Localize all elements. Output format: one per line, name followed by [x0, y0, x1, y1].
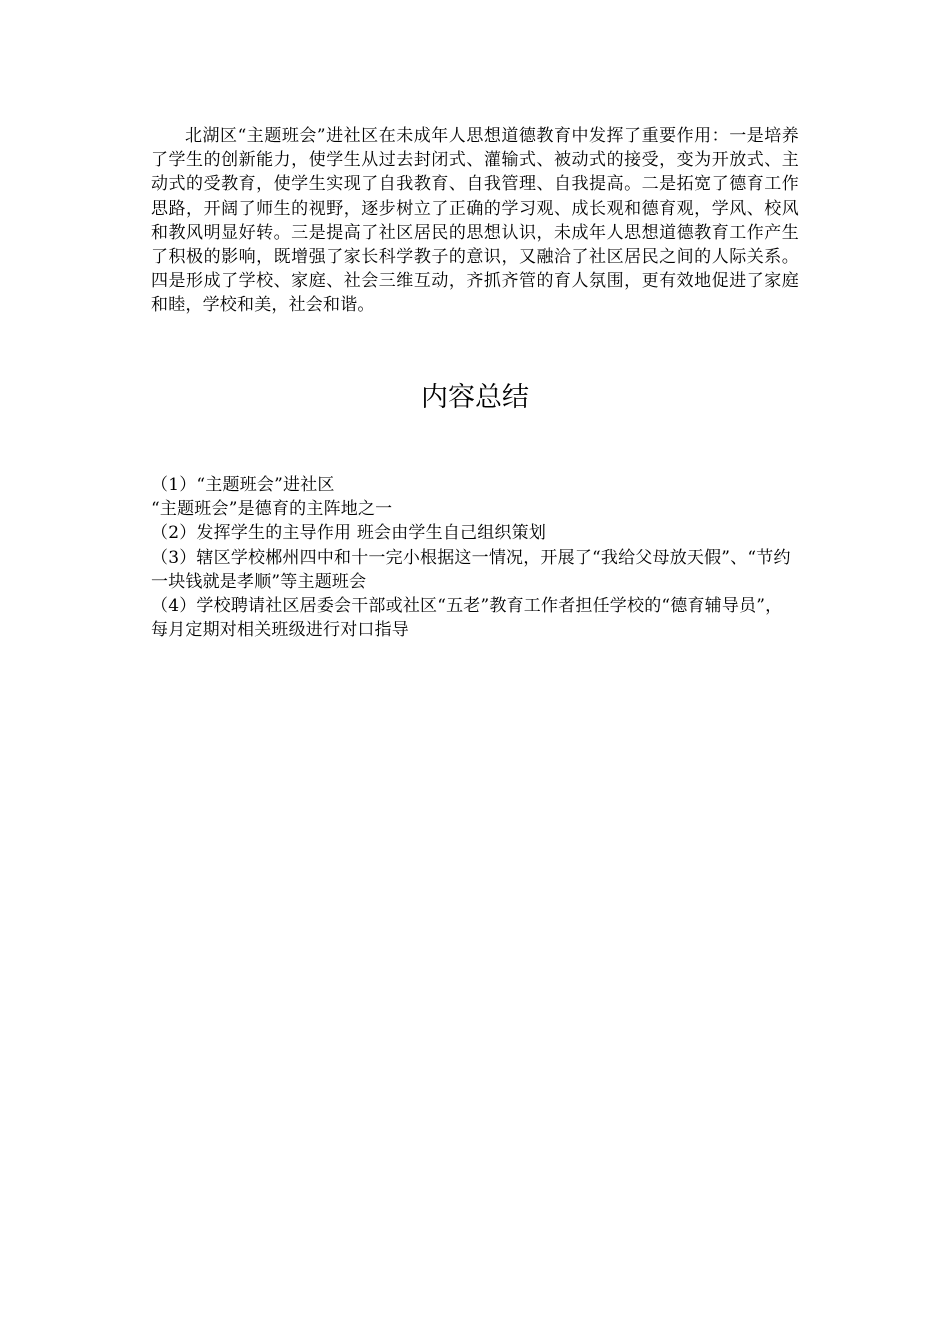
- body-paragraph: 北湖区“主题班会”进社区在未成年人思想道德教育中发挥了重要作用：一是培养了学生的创新能力，使学生从过去封闭式、灌输式、被动式的接受，变为开放式、主动式的受教育，使学生实现了自我教育、自我管理、自我提高。二是拓宽了德育工作思路，开阔了师生的视野，逐步树立了正确的学习观、成长观和德育观，学风、校风和教风明显好转。三是提高了社区居民的思想认识，未成年人思想道德教育工作产生了积极的影响，既增强了家长科学教子的意识，又融洽了社区居民之间的人际关系。四是形成了学校、家庭、社会三维互动，齐抓齐管的育人氛围，更有效地促进了家庭和睦，学校和美，社会和谐。: [151, 126, 799, 316]
- summary-heading: 内容总结: [421, 382, 529, 413]
- summary-list: [151, 473, 799, 642]
- summary-item: （3）辖区学校郴州四中和十一完小根据这一情况，开展了“我给父母放天假”、“节约一块钱就是孝顺”等主题班会: [151, 547, 791, 592]
- summary-item: （1）“主题班会”进社区: [151, 475, 335, 495]
- summary-item: （4）学校聘请社区居委会干部或社区“五老”教育工作者担任学校的“德育辅导员”，每月定期对相关班级进行对口指导: [151, 596, 783, 641]
- summary-item: （2）发挥学生的主导作用 班会由学生自己组织策划: [151, 523, 547, 544]
- summary-item: “主题班会”是德育的主阵地之一: [151, 499, 393, 520]
